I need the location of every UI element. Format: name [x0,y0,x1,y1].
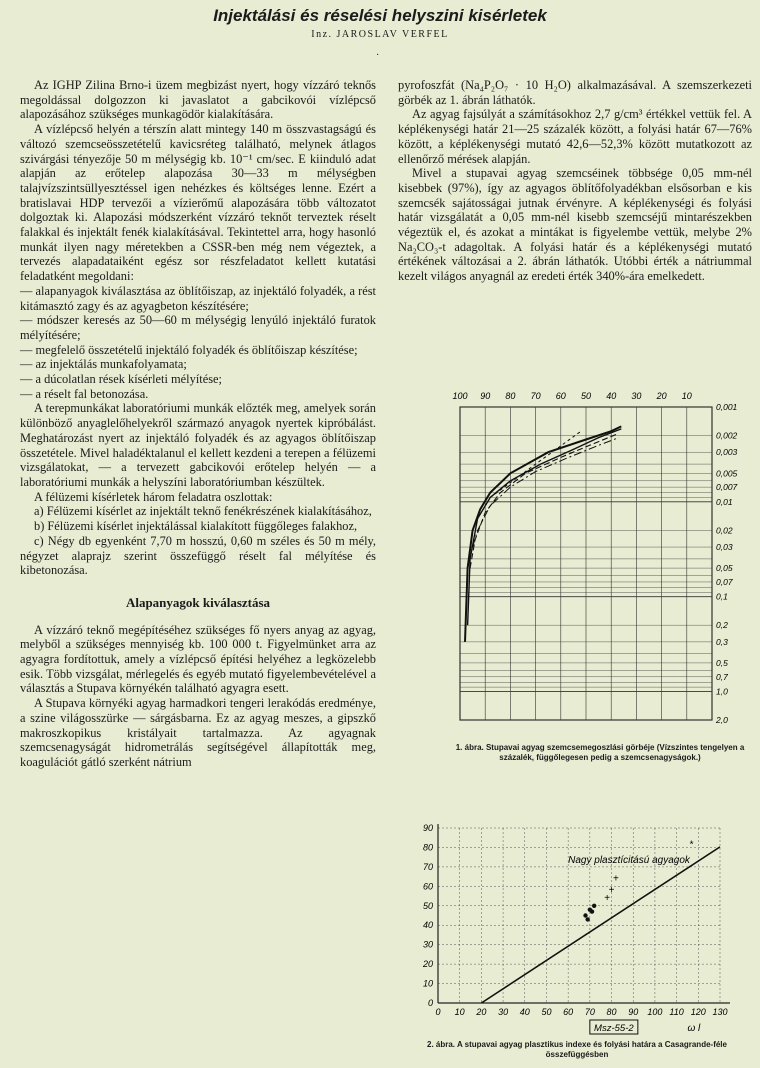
section-heading: Alapanyagok kiválasztása [125,594,271,610]
right-tick-label: 0,2 [716,620,728,631]
right-tick-label: 0,3 [716,636,728,647]
left-column [20,78,376,770]
top-tick-label: 40 [606,391,617,401]
annotation-star: * [689,839,694,851]
y-tick-label: 50 [422,900,433,911]
right-tick-label: 0,005 [716,468,738,479]
list-item: — megfelelő összetételű injektáló folyadék és öblítőiszap készítése; [20,342,358,357]
right-tick-label: 0,1 [716,591,728,602]
right-tick-label: 1,0 [716,686,728,697]
paragraph: A vízzáró teknő megépítéséhez szükséges fő nyers anyag az agyag, melyből a szükséges mennyiség kb. 100 000 t. Figyelmünket arra az agyagra fordítottuk, amely a vízlépcső építési helyéhez a legközelebb esik. Több vizsgálat, mérlegelés és egyéb mutató figyelembevételével a választás a Stupava környékén található agyagra esett. [20,622,376,696]
paragraph: A terepmunkákat laboratóriumi munkák előzték meg, amelyek során különböző anyaglelőhelyekről származó anyagok nyertek kipróbálást. Meghatározást nyert az injektáló folyadék és az agyagos öblítőiszap összetétele. Mivel haladéktalanul el kellett kezdeni a terepen a félüzemi vizsgálatokat, — a tervezett gabcikovói erőtelep helyén — a laboratóriumi munkák a helyszíni laboratóriumban készültek. [20,401,376,489]
paragraph: Az agyag fajsúlyát a számításokhoz 2,7 g/cm³ értékkel vettük fel. A képlékenységi határ 21—25 százalék között, a folyási határ 67—76% között, a képlékenységi mutató 42,6—52,3% között mutatkozott az ellenőrző mérések alapján. [398,107,752,166]
right-tick-label: 0,01 [716,496,733,507]
list-item: — alapanyagok kiválasztása az öblítőiszap, az injektáló folyadék, a rést kitámasztó zagy és az agyagbeton készítésére; [20,283,376,313]
x-tick-label: 0 [435,1007,441,1017]
sample-point [583,913,587,917]
x-axis-label: ω l [687,1023,701,1034]
paragraph: pyrofoszfát (Na₄P₂O₇ · 10 H₂O) alkalmazásával. A szemszerkezeti görbék az 1. ábrán láthatók. [398,78,752,107]
a-line [481,847,720,1003]
x-tick-label: 90 [628,1007,639,1017]
right-tick-label: 0,002 [716,430,738,441]
x-tick-label: 70 [584,1007,595,1017]
paragraph: Az IGHP Zilina Brno-i üzem megbizást nyert, hogy vízzáró teknős megoldással dolgozzon ki javaslatot a gabcikovói vízlépcső alapozásához szükséges munkagödör kialakítására. [20,78,376,122]
paragraph: A Stupava környéki agyag harmadkori tengeri lerakódás eredménye, a szine világosszürke — sárgásbarna. Ez az agyag meszes, a gipszkő makroszkopikus kristályait tartalmazza. Az agyagnak szemcsenagyságát hidrometrálás segítségével állapították meg, koagulációt gátló szerként nátrium [20,696,376,769]
x-tick-label: 10 [454,1007,465,1017]
y-tick-label: 20 [422,959,433,970]
list-item: — az injektálás munkafolyamata; [20,357,187,372]
list-item: — módszer keresés az 50—60 m mélységig lenyúló injektáló furatok mélyítésére; [20,313,376,342]
sample-point [585,917,589,921]
right-tick-label: 0,7 [716,671,728,682]
right-tick-label: 0,007 [716,482,738,493]
y-tick-label: 70 [422,861,433,872]
top-tick-label: 20 [656,391,667,401]
top-tick-label: 30 [631,391,642,401]
author-name: Inz. JAROSLAV VERFEL [311,29,449,40]
y-tick-label: 90 [422,823,433,833]
right-tick-label: 2,0 [716,715,728,725]
x-tick-label: 30 [498,1007,509,1017]
x-tick-label: 20 [476,1007,487,1017]
x-tick-label: 130 [712,1007,728,1017]
separator-dot: · [376,50,380,61]
list-item: — a réselt fal betonozása. [20,386,149,401]
figure-2-plasticity-chart [410,818,750,1038]
x-tick-label: 100 [647,1007,663,1017]
y-tick-label: 0 [427,998,433,1008]
sample-point [590,909,594,913]
x-tick-label: 110 [669,1007,684,1017]
list-item: b) Félüzemi kísérlet injektálással kialakított függőleges falakhoz, [34,519,358,534]
list-item: a) Félüzemi kísérlet az injektált teknő fenékrészének kialakításához, [34,504,372,519]
grain-curve-1 [465,426,621,642]
article-title: Injektálási és réselési helyszini kisérletek [213,6,547,25]
y-tick-label: 10 [422,978,433,989]
right-tick-label: 0,5 [716,657,728,668]
top-tick-label: 70 [530,391,541,401]
right-tick-label: 0,07 [716,576,733,587]
stamp-label: Msz-55-2 [594,1023,634,1034]
top-tick-label: 50 [580,391,592,401]
top-tick-label: 80 [505,391,516,401]
x-tick-label: 50 [541,1007,552,1017]
sample-point [592,904,596,908]
y-tick-label: 40 [422,920,433,931]
grain-curve-2 [468,429,622,625]
x-tick-label: 80 [606,1007,617,1017]
figure-1-caption: 1. ábra. Stupavai agyag szemcsemegoszlási görbéje (Vízszintes tengelyen a százalék, függőlegesen pedig a szemcsenagyságok.) [455,743,745,762]
right-tick-label: 0,05 [716,563,733,574]
x-tick-label: 60 [563,1007,574,1017]
right-column [398,78,752,284]
right-tick-label: 0,003 [716,447,738,458]
sample-cross: + [608,885,615,897]
paragraph: A vízlépcső helyén a térszín alatt mintegy 140 m összvastagságú és változó szemcseösszetételű kavicsréteg található, melynek átlagos szivárgási tényezője 50 m mélységig kb. 10⁻¹ cm/sec. E kiinduló adat alapján az erőtelep alapozása 30—33 m mélységben talajvízszintsüllyesztéssel igen nehézkes és költséges lenne. Ezért a bratislavai HDP tervezői a vízierőmű alapozására több változatot dolgoztak ki. Alapozási módszerként vízzáró teknőt terveztek réselt falakkal és injektált fenék kialakításával. Tekintettel arra, hogy hasonló munkát ilyen nagy méretekben a CSSR-ben még nem végeztek, a tervezés alapadataiként egész sor részfeladatot kellett kutatási feladatként megoldani: [20,122,376,284]
list-item: — a dúcolatlan rések kísérleti mélyítése; [20,372,222,387]
x-tick-label: 120 [690,1007,706,1017]
right-tick-label: 0,02 [716,525,733,536]
top-tick-label: 90 [480,391,491,401]
right-tick-label: 0,03 [716,542,733,553]
figure-1-grain-size-chart [450,385,752,740]
y-tick-label: 30 [422,939,433,950]
sample-cross: + [612,873,619,885]
list-item: c) Négy db egyenként 7,70 m hosszú, 0,60 m széles és 50 m mély, négyzet alaprajz szerint összefüggő réselt fal mélyítése és kibetonozása. [20,533,376,578]
x-tick-label: 40 [519,1007,530,1017]
paragraph: A félüzemi kísérletek három feladatra oszlottak: [34,489,273,504]
top-tick-label: 60 [555,391,566,401]
top-tick-label: 100 [452,391,468,401]
paragraph: Mivel a stupavai agyag szemcséinek többsége 0,05 mm-nél kisebbek (97%), így az agyagos öblítőfolyadékban elsősorban e kis szemcsék sajátosságai jutnak érvényre. A képlékenységi és folyási határ vizsgálatát a 0,05 mm-nél kisebb szemcséjű mintarészekben végeztük el, és azokat a mintákat is figyelembe vettük, melybe 2% Na₂CO₃-t adagoltak. A folyási határ és a képlékenységi mutató értékének változásai a 2. ábrán láthatók. Utóbbi érték a nátriummal kezelt világos anyagnál az eredeti érték 340%-ára emelkedett. [398,166,752,284]
top-tick-label: 10 [681,391,692,401]
figure-2-caption: 2. ábra. A stupavai agyag plasztikus indexe és folyási határa a Casagrande-féle összefüggésben [427,1040,727,1059]
y-tick-label: 60 [422,881,433,892]
y-tick-label: 80 [422,842,433,853]
right-tick-label: 0,001 [716,402,738,412]
annotation-label: Nagy plasztícitású agyagok [568,855,690,866]
sample-cross: + [604,893,611,904]
